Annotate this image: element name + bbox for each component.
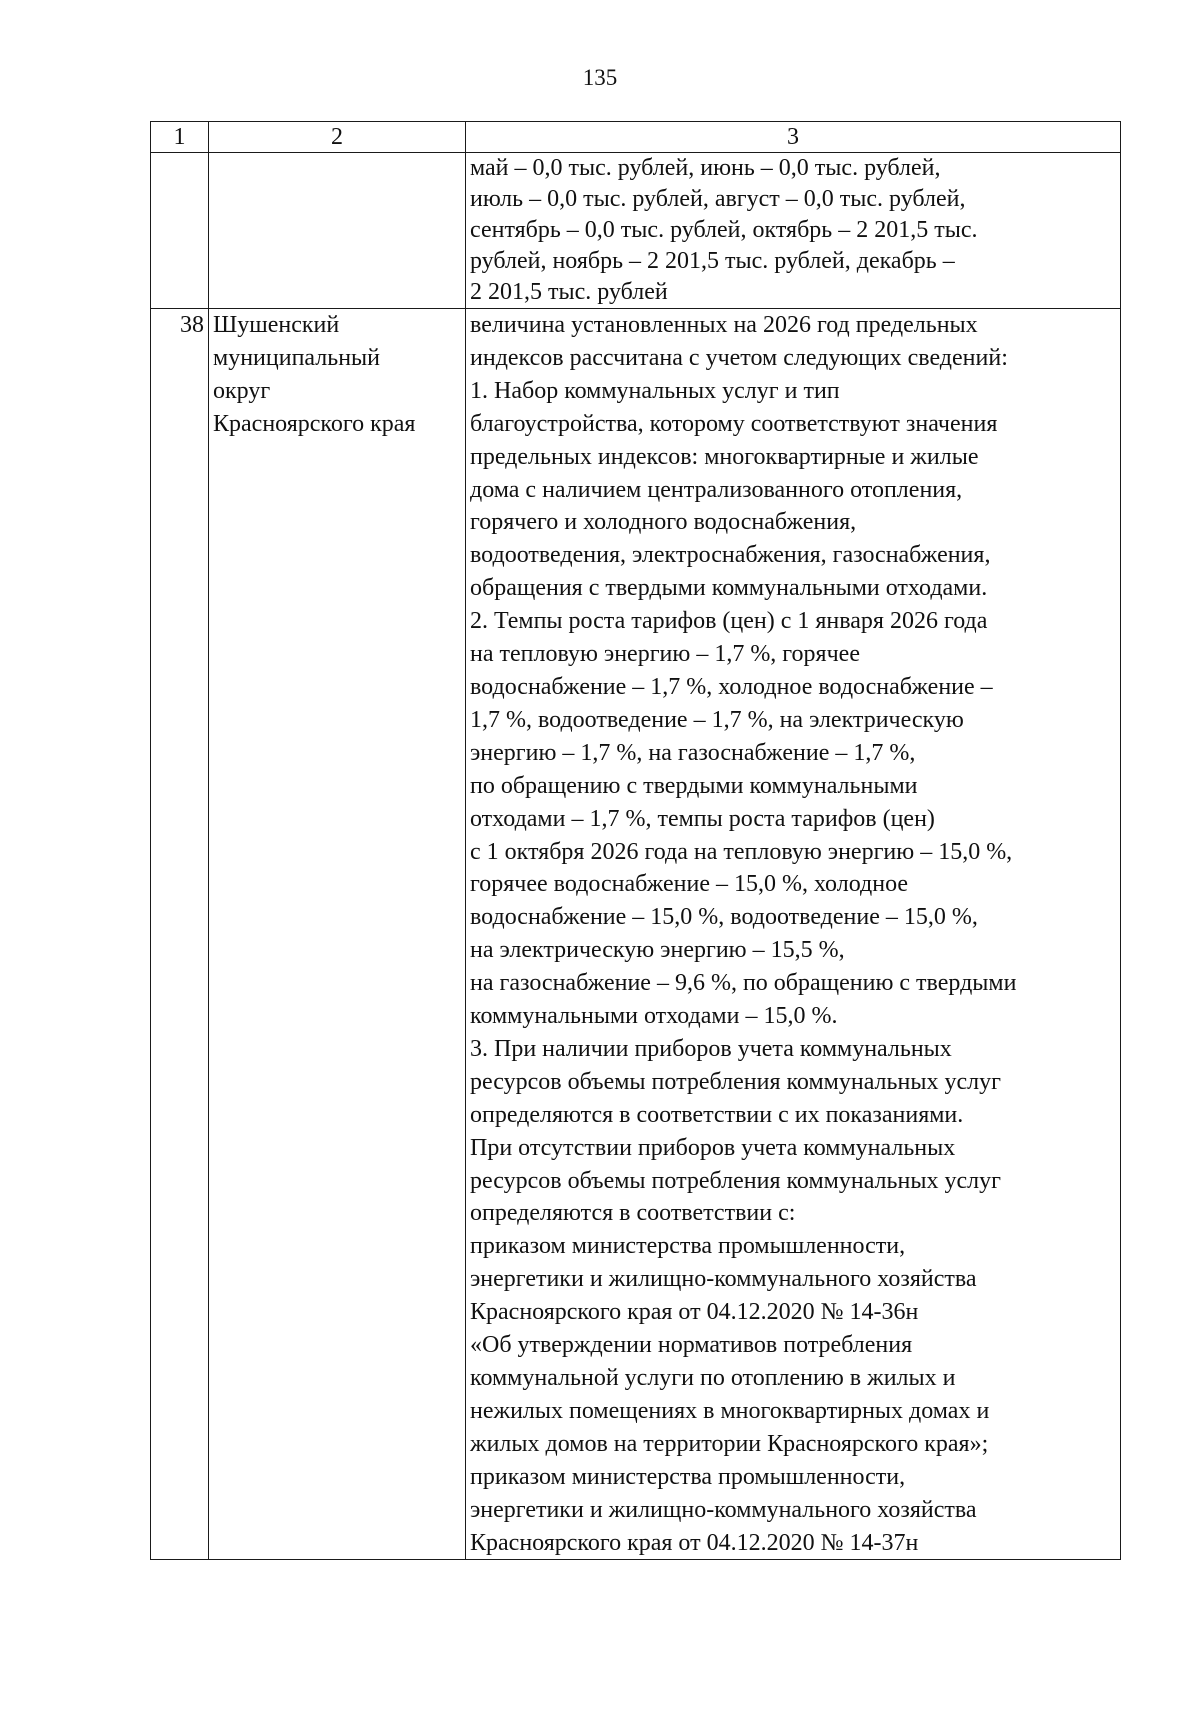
text-line: приказом министерства промышленности,: [470, 1463, 906, 1490]
text-line: «Об утверждении нормативов потребления: [470, 1332, 913, 1359]
text-line: 3. При наличии приборов учета коммунальных: [470, 1035, 952, 1062]
column-header-2: 2: [209, 122, 466, 153]
text-line: благоустройства, которому соответствуют значения: [470, 410, 998, 437]
text-line: рублей, ноябрь – 2 201,5 тыс. рублей, декабрь –: [470, 248, 955, 274]
text-line: 1. Набор коммунальных услуг и тип: [470, 377, 840, 404]
text-line: При отсутствии приборов учета коммунальных: [470, 1134, 956, 1161]
text-line: горячее водоснабжение – 15,0 %, холодное: [470, 871, 909, 898]
text-line: ресурсов объемы потребления коммунальных услуг: [470, 1068, 1001, 1095]
text-line: на тепловую энергию – 1,7 %, горячее: [470, 641, 860, 668]
municipality-cell: [209, 153, 466, 309]
text-line: ресурсов объемы потребления коммунальных услуг: [470, 1167, 1001, 1194]
text-line: энергетики и жилищно-коммунального хозяйства: [470, 1496, 977, 1523]
text-line: Красноярского края от 04.12.2020 № 14-37н: [470, 1529, 919, 1556]
text-line: округ: [213, 377, 271, 404]
text-line: индексов рассчитана с учетом следующих сведений:: [470, 344, 1008, 371]
column-header-1: 1: [151, 122, 209, 153]
text-line: энергетики и жилищно-коммунального хозяйства: [470, 1266, 977, 1293]
description-text: [470, 153, 1116, 308]
text-line: коммунальными отходами – 15,0 %.: [470, 1003, 838, 1030]
text-line: энергию – 1,7 %, на газоснабжение – 1,7 %,: [470, 739, 916, 766]
text-line: муниципальный: [213, 344, 381, 371]
text-line: приказом министерства промышленности,: [470, 1233, 906, 1260]
text-line: на электрическую энергию – 15,5 %,: [470, 937, 845, 964]
text-line: нежилых помещениях в многоквартирных домах и: [470, 1397, 990, 1424]
text-line: июль – 0,0 тыс. рублей, август – 0,0 тыс. рублей,: [470, 186, 966, 212]
text-line: Красноярского края от 04.12.2020 № 14-36н: [470, 1299, 919, 1326]
text-line: предельных индексов: многоквартирные и жилые: [470, 443, 979, 470]
text-line: дома с наличием централизованного отопления,: [470, 476, 963, 503]
text-line: определяются в соответствии с:: [470, 1200, 796, 1227]
text-line: величина установленных на 2026 год предельных: [470, 312, 978, 338]
text-line: 2. Темпы роста тарифов (цен) с 1 января 2026 года: [470, 608, 988, 635]
page-number: 135: [582, 65, 618, 90]
description-cell: [466, 309, 1121, 1560]
municipality-cell: [209, 309, 466, 1560]
text-line: на газоснабжение – 9,6 %, по обращению с твердыми: [470, 970, 1017, 997]
text-line: 2 201,5 тыс. рублей: [470, 279, 668, 305]
text-line: водоотведения, электроснабжения, газоснабжения,: [470, 542, 991, 569]
text-line: обращения с твердыми коммунальными отходами.: [470, 575, 988, 602]
row-number-cell: [151, 153, 209, 309]
text-line: водоснабжение – 1,7 %, холодное водоснабжение –: [470, 673, 993, 700]
text-line: Красноярского края: [213, 410, 416, 437]
text-line: с 1 октября 2026 года на тепловую энергию – 15,0 %,: [470, 838, 1013, 865]
tariff-table: [150, 121, 1121, 1560]
text-line: отходами – 1,7 %, темпы роста тарифов (цен): [470, 805, 935, 832]
text-line: горячего и холодного водоснабжения,: [470, 509, 857, 536]
description-text: [470, 309, 1116, 1559]
text-line: коммунальной услуги по отоплению в жилых и: [470, 1365, 956, 1391]
text-line: водоснабжение – 15,0 %, водоотведение – 15,0 %,: [470, 904, 978, 931]
table-row-38: [151, 309, 1121, 1560]
table-row-continuation: [151, 153, 1121, 309]
column-header-3: 3: [466, 122, 1121, 153]
text-line: определяются в соответствии с их показаниями.: [470, 1101, 964, 1128]
text-line: май – 0,0 тыс. рублей, июнь – 0,0 тыс. рублей,: [470, 155, 941, 181]
row-number-cell: 38: [151, 309, 209, 1560]
description-cell: [466, 153, 1121, 309]
text-line: Шушенский: [213, 312, 340, 338]
municipality-name: [213, 309, 461, 441]
text-line: сентябрь – 0,0 тыс. рублей, октябрь – 2 201,5 тыс.: [470, 217, 978, 243]
text-line: жилых домов на территории Красноярского края»;: [470, 1430, 989, 1457]
text-line: по обращению с твердыми коммунальными: [470, 772, 918, 799]
table-header-row: [151, 122, 1121, 153]
text-line: 1,7 %, водоотведение – 1,7 %, на электрическую: [470, 706, 964, 733]
